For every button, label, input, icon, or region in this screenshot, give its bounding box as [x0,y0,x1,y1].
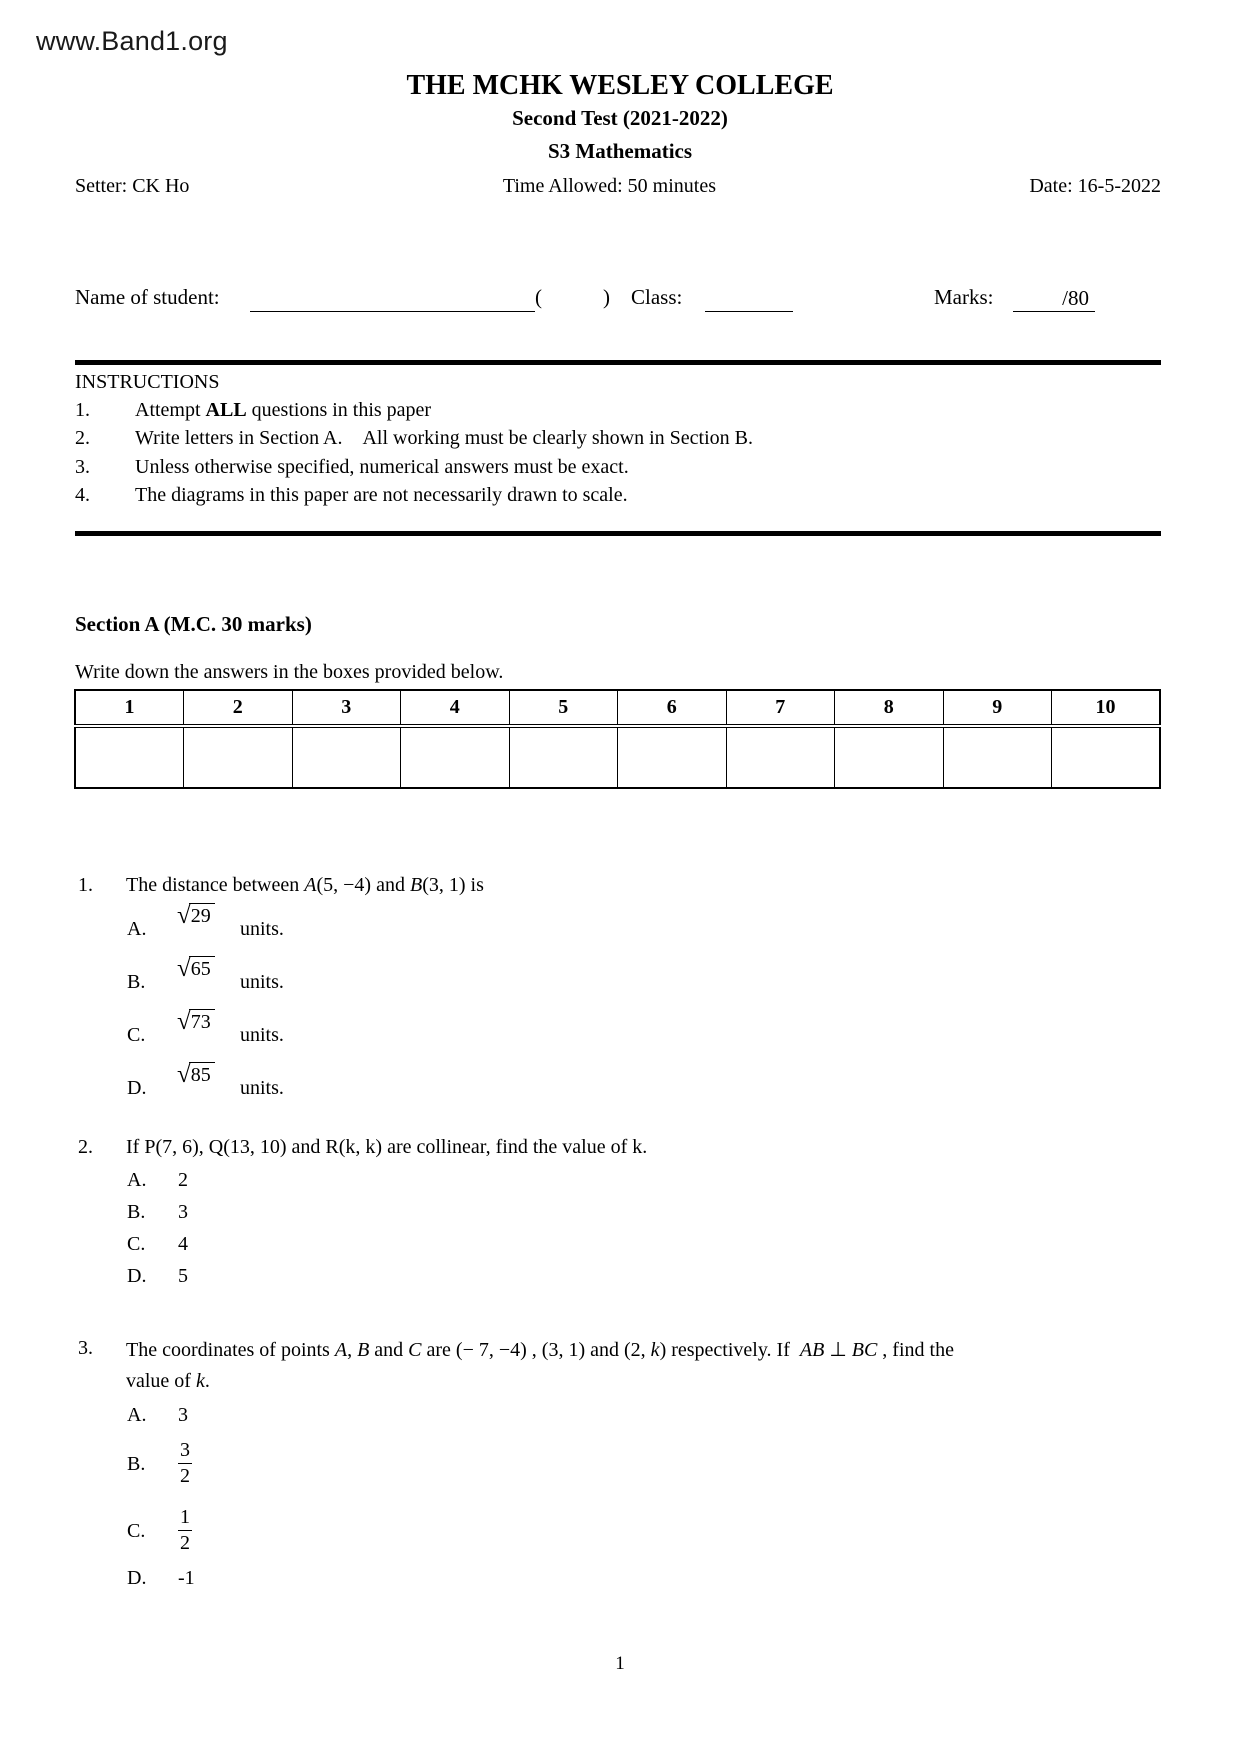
instruction-number: 2. [75,427,90,449]
radicand: 73 [189,1009,215,1034]
question-text-italic: B [409,874,423,896]
option-row [127,1009,487,1049]
instruction-text-part: questions in this paper [246,399,432,421]
answer-table [74,689,1161,789]
question-text: If P(7, 6), Q(13, 10) and R(k, k) are collinear, find the value of k. [126,1136,648,1158]
question-text-part: ) respectively. If [659,1339,800,1361]
instruction-text: Unless otherwise specified, numerical answers must be exact. [135,456,629,478]
option-letter: C. [127,1520,146,1542]
sqrt-sign: √ [177,955,191,982]
answer-table-input-cell [184,726,293,788]
answer-table-input-cell [292,726,401,788]
question-text-part: , [347,1339,358,1361]
instruction-text-bold: ALL [205,399,247,421]
option-letter: D. [127,1077,147,1099]
answer-table-header-cell: 2 [184,690,293,726]
option-row [127,956,487,996]
fraction-numerator: 3 [180,1439,190,1461]
answer-table-input-cell [401,726,510,788]
divider-bottom [75,531,1161,536]
instruction-text-part: Attempt [135,399,206,421]
option-value: -1 [178,1567,195,1589]
fraction-denominator: 2 [180,1532,190,1554]
option-letter: D. [127,1567,147,1589]
instruction-text [135,399,1155,422]
marks-label: Marks: [934,285,994,309]
option-letter: C. [127,1024,146,1046]
option-row [127,1233,487,1256]
student-name-blank [250,286,535,312]
student-name-label: Name of student: [75,285,220,309]
option-letter: D. [127,1265,147,1287]
instruction-text: Write letters in Section A. All working must be clearly shown in Section B. [135,427,753,449]
question-text-part: The coordinates of points [126,1339,335,1361]
question-text-part: , find the [877,1339,954,1361]
radicand: 85 [189,1062,215,1087]
answer-table-header-cell: 8 [835,690,944,726]
square-root-expression [177,1009,215,1034]
question-text-italic: k [195,1370,205,1392]
option-letter: C. [127,1233,146,1255]
option-row [127,1201,487,1224]
question-text [126,874,1186,897]
meta-row [75,175,1161,198]
question-number: 1. [78,874,93,896]
section-a-subheading: Write down the answers in the boxes provided below. [75,661,504,683]
question-text-part: (5, −4) and [316,874,410,896]
radicand: 29 [189,903,215,928]
square-root-expression [177,903,215,928]
option-row [127,1567,487,1590]
option-row [127,1404,487,1427]
answer-table-input-row [75,726,1160,788]
units-label: units. [240,971,284,993]
option-row [127,1265,487,1288]
question-text-part: ⊥ [824,1339,852,1361]
question-text-italic: A [334,1339,348,1361]
option-letter: B. [127,971,146,993]
sqrt-sign: √ [177,1008,191,1035]
question-text-italic: k [650,1339,660,1361]
answer-table-header-cell: 9 [943,690,1052,726]
question-text-italic: AB [799,1339,825,1361]
subject-title: S3 Mathematics [547,139,693,163]
option-value: 5 [178,1265,188,1287]
instruction-number: 1. [75,399,90,421]
option-row [127,1062,487,1102]
date-label: Date: 16-5-2022 [1029,175,1161,197]
answer-table-input-cell [943,726,1052,788]
answer-table-header-row [75,690,1160,726]
answer-table-input-cell [1052,726,1161,788]
answer-table-header-cell: 7 [726,690,835,726]
fraction-numerator: 1 [180,1506,190,1528]
answer-table-input-cell [835,726,944,788]
option-value: 3 [178,1201,188,1223]
square-root-expression [177,1062,215,1087]
divider-top [75,360,1161,365]
option-row [127,1505,487,1557]
question-text-part: . [204,1370,210,1392]
option-letter: A. [127,1169,147,1191]
answer-table-header-cell: 10 [1052,690,1161,726]
sqrt-sign: √ [177,1061,191,1088]
question-text-part: are (− 7, −4) , (3, 1) and (2, [421,1339,651,1361]
test-title: Second Test (2021-2022) [512,106,728,130]
option-value: 2 [178,1169,188,1191]
watermark-text: www.Band1.org [36,26,228,56]
answer-table-header-cell: 6 [618,690,727,726]
fraction [178,1505,192,1556]
section-a-heading: Section A (M.C. 30 marks) [75,612,312,636]
answer-table-header-cell: 1 [75,690,184,726]
answer-table-header-cell: 3 [292,690,401,726]
answer-table-input-cell [726,726,835,788]
question-text-part: The distance between [126,874,305,896]
instruction-number: 3. [75,456,90,478]
class-blank [705,286,793,312]
option-letter: A. [127,1404,147,1426]
paren-open: ( [535,285,542,309]
option-letter: B. [127,1201,146,1223]
option-row [127,1438,487,1490]
marks-blank: /80 [1013,286,1095,312]
class-label: Class: [631,285,683,309]
question-number: 3. [78,1337,93,1359]
answer-table-input-cell [618,726,727,788]
answer-table-header-cell: 5 [509,690,618,726]
question-text [126,1337,1186,1362]
question-text-part: value of [126,1370,196,1392]
question-text-part: and [369,1339,409,1361]
question-number: 2. [78,1136,93,1158]
answer-table-input-cell [75,726,184,788]
square-root-expression [177,956,215,981]
option-row [127,903,487,943]
answer-table-header-cell: 4 [401,690,510,726]
option-value: 3 [178,1404,188,1426]
sqrt-sign: √ [177,902,191,929]
instruction-text: The diagrams in this paper are not necessarily drawn to scale. [135,484,628,506]
instruction-number: 4. [75,484,90,506]
instructions-heading: INSTRUCTIONS [75,371,220,393]
units-label: units. [240,918,284,940]
option-value: 4 [178,1233,188,1255]
question-text-line2 [126,1370,1186,1393]
answer-table-input-cell [509,726,618,788]
school-name: THE MCHK WESLEY COLLEGE [406,70,834,101]
question-text-part: (3, 1) is [422,874,484,896]
time-allowed-label: Time Allowed: 50 minutes [502,175,716,197]
units-label: units. [240,1077,284,1099]
setter-label: Setter: CK Ho [75,175,190,197]
option-letter: A. [127,918,147,940]
question-text-italic: C [408,1339,422,1361]
question-text-italic: A [304,874,317,896]
option-row [127,1169,487,1192]
fraction [178,1438,192,1489]
radicand: 65 [189,956,215,981]
question-text-italic: B [357,1339,370,1361]
units-label: units. [240,1024,284,1046]
paren-close: ) [603,285,610,309]
question-text-italic: BC [851,1339,878,1361]
student-info-row [75,282,1185,312]
option-letter: B. [127,1453,146,1475]
page-number: 1 [615,1653,625,1674]
fraction-denominator: 2 [180,1465,190,1487]
